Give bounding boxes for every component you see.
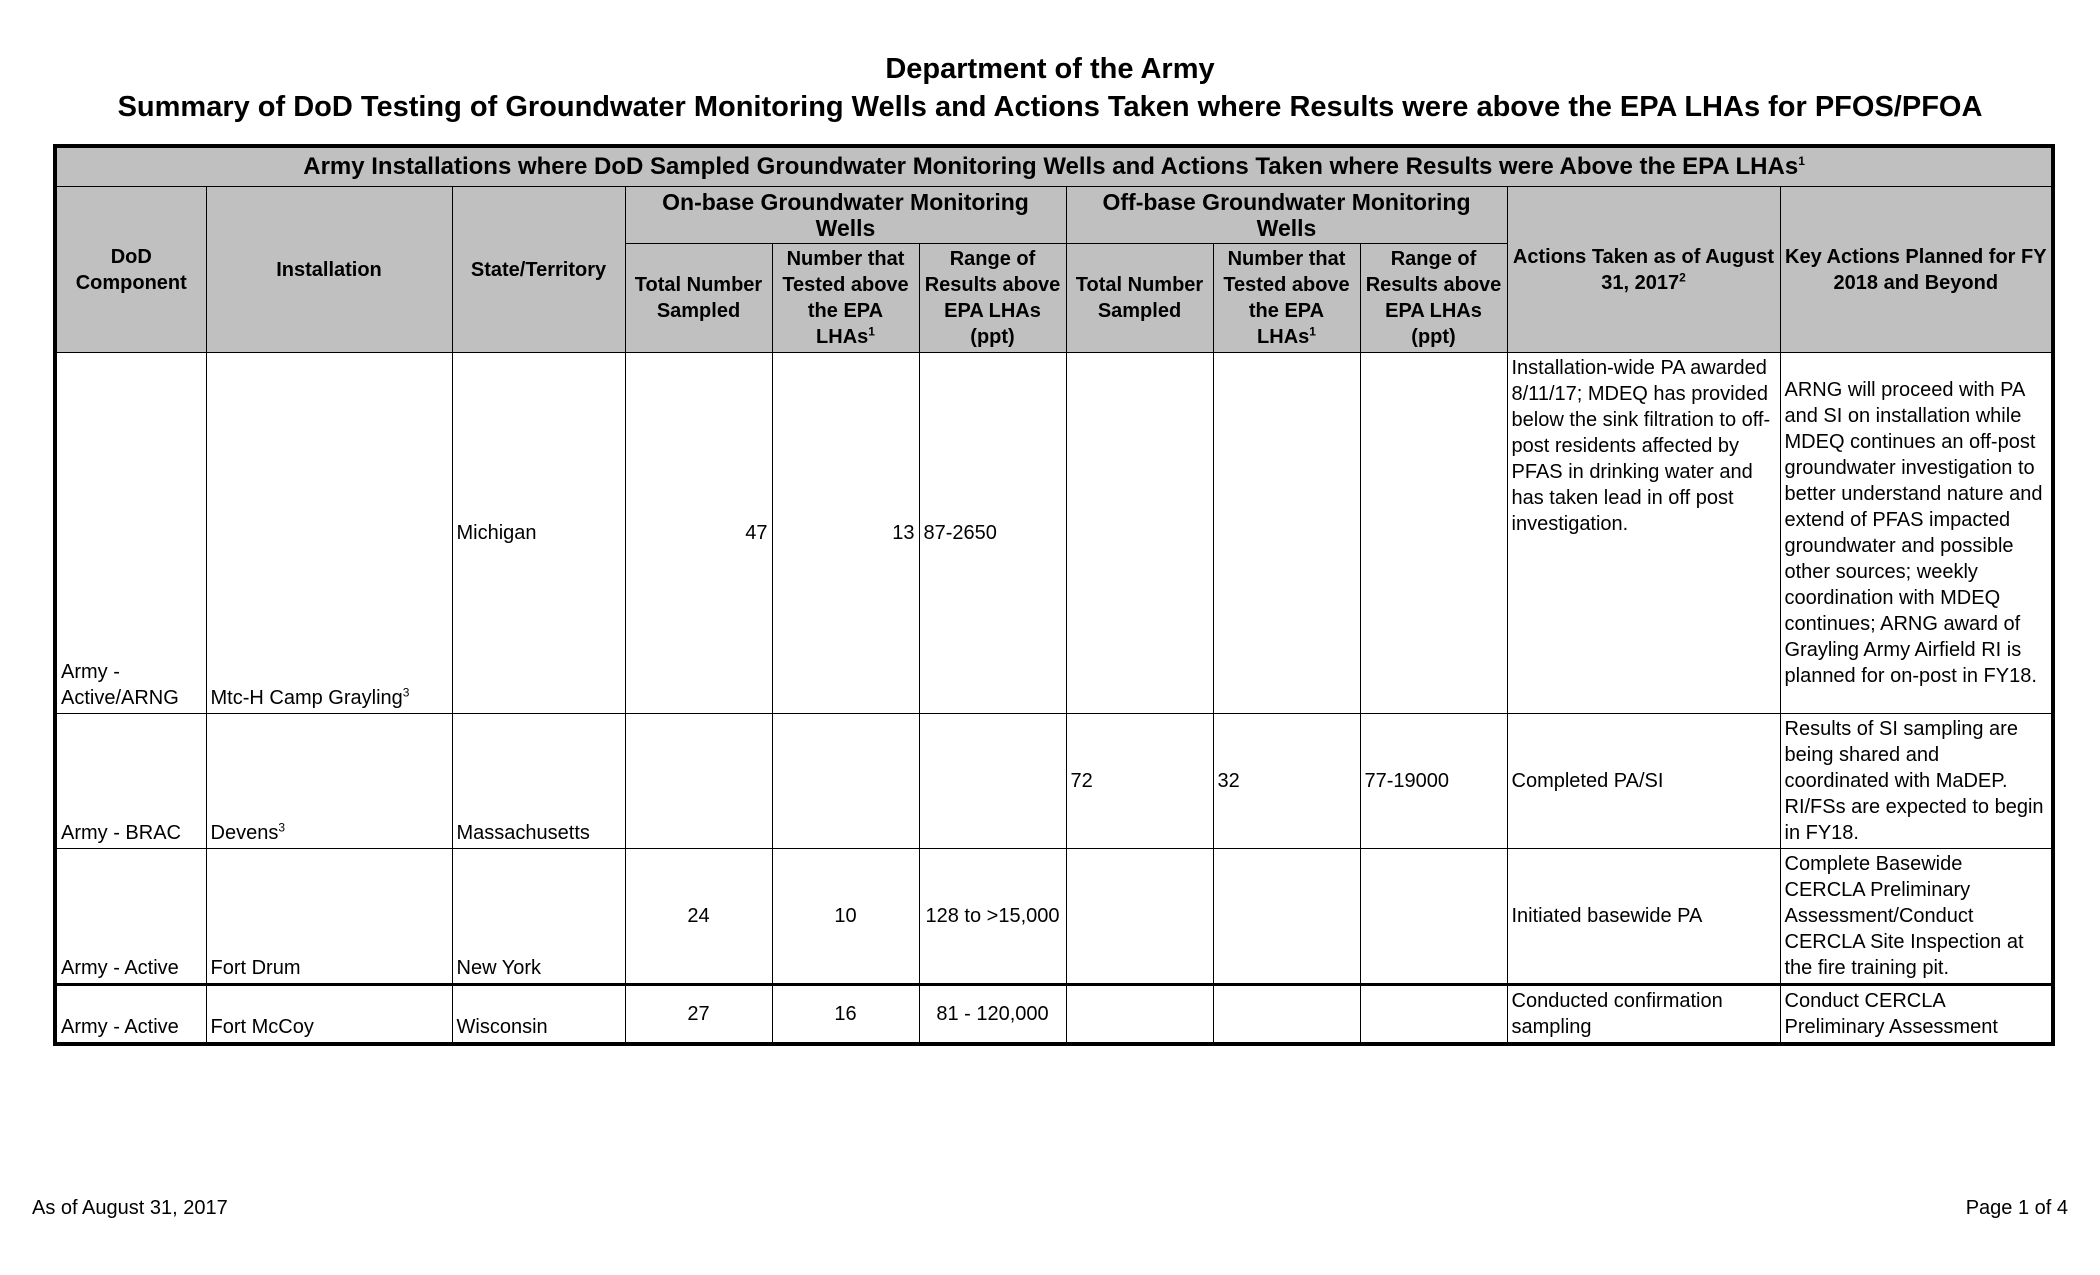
header-dod-component: DoD Component	[55, 187, 206, 353]
table-band-header: Army Installations where DoD Sampled Groundwater Monitoring Wells and Actions Taken where Results were Above the EPA LHAs$^1$	[55, 146, 2053, 187]
cell-offbase-above	[1213, 849, 1360, 985]
footer-as-of: As of August 31, 2017	[32, 1197, 228, 1219]
cell-offbase-range	[1360, 353, 1507, 714]
cell-key-actions: Conduct CERCLA Preliminary Assessment	[1780, 985, 2053, 1045]
cell-installation: Devens$^3$	[206, 714, 452, 849]
table-row	[55, 353, 2053, 714]
header-offbase-above: Number that Tested above the EPA LHAs$^1$	[1213, 244, 1360, 353]
cell-onbase-above: 16	[772, 985, 919, 1045]
cell-component: Army - Active/ARNG	[55, 353, 206, 714]
cell-component: Army - Active	[55, 985, 206, 1045]
cell-onbase-above	[772, 714, 919, 849]
table-row	[55, 849, 2053, 985]
cell-offbase-above	[1213, 985, 1360, 1045]
header-installation: Installation	[206, 187, 452, 353]
page-subtitle: Summary of DoD Testing of Groundwater Monitoring Wells and Actions Taken where Results were above the EPA LHAs for PFOS/PFOA	[117, 91, 1983, 123]
header-onbase-group: On-base Groundwater Monitoring Wells	[625, 187, 1066, 244]
cell-onbase-range: 128 to >15,000	[919, 849, 1066, 985]
cell-installation: Fort Drum	[206, 849, 452, 985]
footer-page-number: Page 1 of 4	[1965, 1197, 2068, 1219]
cell-onbase-above: 10	[772, 849, 919, 985]
header-actions-taken: Actions Taken as of August 31, 2017$^2$	[1507, 187, 1780, 353]
cell-actions-taken: Installation-wide PA awarded 8/11/17; MDEQ has provided below the sink filtration to off-post residents affected by PFAS in drinking water and has taken lead in off post investigation.	[1507, 353, 1780, 714]
header-onbase-above: Number that Tested above the EPA LHAs$^1$	[772, 244, 919, 353]
table-row	[55, 985, 2053, 1045]
cell-onbase-total: 24	[625, 849, 772, 985]
cell-offbase-total	[1066, 849, 1213, 985]
cell-offbase-total	[1066, 985, 1213, 1045]
cell-offbase-range: 77-19000	[1360, 714, 1507, 849]
cell-onbase-total: 47	[625, 353, 772, 714]
cell-key-actions: ARNG will proceed with PA and SI on installation while MDEQ continues an off-post groundwater investigation to better understand nature and extend of PFAS impacted groundwater and possible other sources; weekly coordination with MDEQ continues; ARNG award of Grayling Army Airfield RI is planned for on-post in FY18.	[1780, 353, 2053, 714]
cell-offbase-above: 32	[1213, 714, 1360, 849]
header-key-actions: Key Actions Planned for FY 2018 and Beyond	[1780, 187, 2053, 353]
cell-onbase-above: 13	[772, 353, 919, 714]
cell-state: Michigan	[452, 353, 625, 714]
cell-onbase-total	[625, 714, 772, 849]
table-row	[55, 714, 2053, 849]
cell-state: Massachusetts	[452, 714, 625, 849]
cell-actions-taken: Completed PA/SI	[1507, 714, 1780, 849]
cell-actions-taken: Initiated basewide PA	[1507, 849, 1780, 985]
cell-state: Wisconsin	[452, 985, 625, 1045]
cell-state: New York	[452, 849, 625, 985]
page-title: Department of the Army	[885, 53, 1215, 85]
cell-onbase-range: 81 - 120,000	[919, 985, 1066, 1045]
header-onbase-total: Total Number Sampled	[625, 244, 772, 353]
cell-offbase-range	[1360, 985, 1507, 1045]
cell-offbase-range	[1360, 849, 1507, 985]
cell-installation: Mtc-H Camp Grayling$^3$	[206, 353, 452, 714]
cell-onbase-range: 87-2650	[919, 353, 1066, 714]
cell-onbase-range	[919, 714, 1066, 849]
header-onbase-range: Range of Results above EPA LHAs (ppt)	[919, 244, 1066, 353]
cell-actions-taken: Conducted confirmation sampling	[1507, 985, 1780, 1045]
header-offbase-range: Range of Results above EPA LHAs (ppt)	[1360, 244, 1507, 353]
cell-onbase-total: 27	[625, 985, 772, 1045]
cell-offbase-above	[1213, 353, 1360, 714]
header-state: State/Territory	[452, 187, 625, 353]
cell-installation: Fort McCoy	[206, 985, 452, 1045]
cell-key-actions: Results of SI sampling are being shared and coordinated with MaDEP. RI/FSs are expected to begin in FY18.	[1780, 714, 2053, 849]
cell-offbase-total	[1066, 353, 1213, 714]
cell-key-actions: Complete Basewide CERCLA Preliminary Assessment/Conduct CERCLA Site Inspection at the fire training pit.	[1780, 849, 2053, 985]
header-offbase-total: Total Number Sampled	[1066, 244, 1213, 353]
cell-component: Army - BRAC	[55, 714, 206, 849]
cell-offbase-total: 72	[1066, 714, 1213, 849]
installations-table	[53, 144, 2055, 1046]
cell-component: Army - Active	[55, 849, 206, 985]
header-offbase-group: Off-base Groundwater Monitoring Wells	[1066, 187, 1507, 244]
